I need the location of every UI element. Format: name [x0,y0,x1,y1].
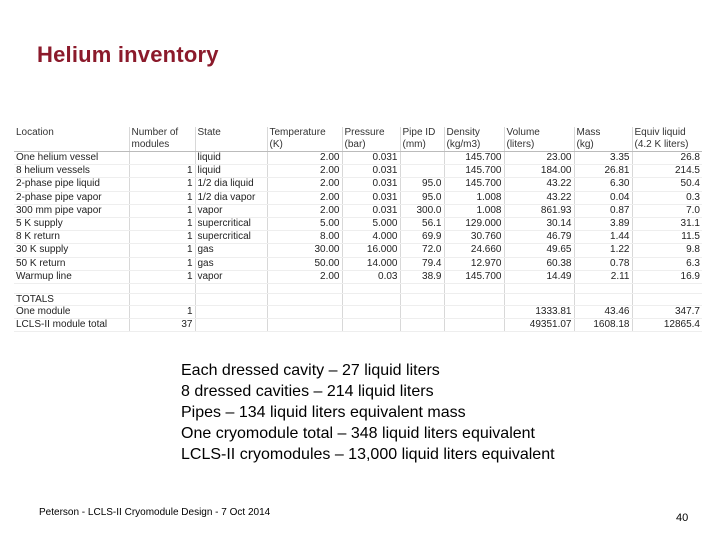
table-cell: 79.4 [400,257,444,270]
table-row [14,204,702,217]
table-cell: 0.3 [632,191,702,204]
table-cell: 214.5 [632,165,702,178]
table-cell: 1 [129,204,195,217]
table-cell: 2.00 [267,152,342,165]
table-cell: 46.79 [504,231,574,244]
table-cell [267,284,342,294]
table-cell: 0.031 [342,152,400,165]
table-cell: 2-phase pipe liquid [14,178,129,191]
table-cell: 9.8 [632,244,702,257]
table-cell: 0.87 [574,204,632,217]
table-cell: Number of [129,127,195,139]
table-row [14,231,702,244]
table-cell: 37 [129,319,195,332]
table-cell [400,294,444,306]
table-row [14,270,702,283]
table-cell [195,319,267,332]
table-cell: 6.30 [574,178,632,191]
table-cell: 0.031 [342,204,400,217]
table-cell [574,294,632,306]
table-cell [267,294,342,306]
summary-line-cryomodule: One cryomodule total – 348 liquid liters equivalent [181,425,535,442]
table-cell: 30.760 [444,231,504,244]
table-cell: 95.0 [400,178,444,191]
table-cell [444,319,504,332]
table-cell [195,139,267,152]
totals-row [14,319,702,332]
table-cell [342,306,400,319]
table-cell: 8.00 [267,231,342,244]
table-cell [342,294,400,306]
table-cell: Mass [574,127,632,139]
table-cell: 0.04 [574,191,632,204]
table-cell: 8 helium vessels [14,165,129,178]
table-cell: (bar) [342,139,400,152]
table-cell: gas [195,244,267,257]
table-cell: 861.93 [504,204,574,217]
table-cell: 1 [129,178,195,191]
totals-label: TOTALS [14,294,129,306]
table-cell: 5 K supply [14,218,129,231]
table-cell [129,284,195,294]
table-cell: Location [14,127,129,139]
table-cell: vapor [195,270,267,283]
table-cell: One module [14,306,129,319]
table-cell: 1/2 dia liquid [195,178,267,191]
table-cell: (K) [267,139,342,152]
table-cell [14,284,129,294]
table-cell: 1 [129,191,195,204]
slide-title: Helium inventory [37,42,219,67]
table-cell: 43.22 [504,178,574,191]
table-cell: 14.49 [504,270,574,283]
table-cell: 43.46 [574,306,632,319]
table-cell: 300.0 [400,204,444,217]
table-cell: 145.700 [444,165,504,178]
table-cell: 50.4 [632,178,702,191]
table-cell: 30.14 [504,218,574,231]
table-cell [444,294,504,306]
table-cell: 0.031 [342,178,400,191]
table-cell: 1608.18 [574,319,632,332]
table-cell: 300 mm pipe vapor [14,204,129,217]
totals-header-row [14,294,702,306]
table-cell: 1.008 [444,191,504,204]
table-cell: liquid [195,165,267,178]
summary-text [181,360,555,465]
table-cell: 2-phase pipe vapor [14,191,129,204]
table-cell: 49351.07 [504,319,574,332]
table-cell: 1/2 dia vapor [195,191,267,204]
inventory-table [14,127,702,332]
table-cell [400,306,444,319]
table-cell: Density [444,127,504,139]
table-cell: 72.0 [400,244,444,257]
table-cell: 7.0 [632,204,702,217]
table-cell: Temperature [267,127,342,139]
table-cell: 2.00 [267,178,342,191]
table-cell: Pressure [342,127,400,139]
table-cell: 30.00 [267,244,342,257]
table-cell: gas [195,257,267,270]
table-cell: 2.11 [574,270,632,283]
table-cell: 1.22 [574,244,632,257]
table-cell: 49.65 [504,244,574,257]
table-cell: 2.00 [267,204,342,217]
table-cell: State [195,127,267,139]
table-cell: 1 [129,165,195,178]
table-cell: 60.38 [504,257,574,270]
table-cell: (kg/m3) [444,139,504,152]
table-cell: 4.000 [342,231,400,244]
table-cell: 24.660 [444,244,504,257]
table-spacer-row [14,284,702,294]
table-cell: Warmup line [14,270,129,283]
table-cell [504,284,574,294]
summary-line-pipes: Pipes – 134 liquid liters equivalent mass [181,404,466,421]
table-cell: Pipe ID [400,127,444,139]
table-cell: 1 [129,231,195,244]
table-cell: 1.44 [574,231,632,244]
table-row [14,218,702,231]
table-cell: 1 [129,270,195,283]
summary-line-cavities: 8 dressed cavities – 214 liquid liters [181,383,434,400]
table-cell: 1 [129,257,195,270]
table-cell: 31.1 [632,218,702,231]
table-cell: 0.031 [342,191,400,204]
table-cell: 95.0 [400,191,444,204]
table-cell: 145.700 [444,270,504,283]
table-cell [632,284,702,294]
table-cell: 50 K return [14,257,129,270]
table-cell: One helium vessel [14,152,129,165]
table-cell: 5.000 [342,218,400,231]
table-cell: 1333.81 [504,306,574,319]
table-cell [195,284,267,294]
table-cell: 1 [129,244,195,257]
slide-footer: Peterson - LCLS-II Cryomodule Design - 7 Oct 2014 [39,507,271,518]
table-cell: 12865.4 [632,319,702,332]
table-cell: 6.3 [632,257,702,270]
table-cell: 1 [129,218,195,231]
table-cell [400,284,444,294]
table-cell: 0.031 [342,165,400,178]
table-cell: (mm) [400,139,444,152]
table-header-row [14,139,702,152]
summary-line-cavity: Each dressed cavity – 27 liquid liters [181,362,440,379]
table-cell: 50.00 [267,257,342,270]
table-row [14,257,702,270]
table-cell [195,306,267,319]
table-cell [14,139,129,152]
table-cell [574,284,632,294]
table-cell: 30 K supply [14,244,129,257]
table-cell: (liters) [504,139,574,152]
table-cell [267,306,342,319]
table-cell: modules [129,139,195,152]
table-cell: vapor [195,204,267,217]
table-cell: 145.700 [444,152,504,165]
table-cell: 14.000 [342,257,400,270]
table-cell: 1.008 [444,204,504,217]
table-cell: liquid [195,152,267,165]
table-row [14,244,702,257]
table-cell: 0.03 [342,270,400,283]
table-cell: Volume [504,127,574,139]
table-cell [444,306,504,319]
table-cell: Equiv liquid [634,127,686,138]
table-cell [400,319,444,332]
table-row [14,191,702,204]
table-cell [342,284,400,294]
table-cell: 184.00 [504,165,574,178]
table-cell [129,294,195,306]
page-number: 40 [676,512,689,524]
table-cell: 16.9 [632,270,702,283]
table-cell: 3.35 [574,152,632,165]
table-cell: supercritical [195,218,267,231]
table-cell: 5.00 [267,218,342,231]
table-cell: 347.7 [632,306,702,319]
table-cell: 43.22 [504,191,574,204]
table-cell: 1 [129,306,195,319]
table-cell: 69.9 [400,231,444,244]
table-cell [504,294,574,306]
table-cell: 12.970 [444,257,504,270]
helium-inventory-table [14,127,702,332]
table-cell: 26.81 [574,165,632,178]
table-row [14,165,702,178]
table-cell: supercritical [195,231,267,244]
table-cell: 38.9 [400,270,444,283]
table-cell: 2.00 [267,191,342,204]
table-cell [195,294,267,306]
table-cell: 11.5 [632,231,702,244]
table-cell [342,319,400,332]
table-cell: 3.89 [574,218,632,231]
table-cell [400,165,444,178]
table-cell: 8 K return [14,231,129,244]
table-cell [400,152,444,165]
table-cell: 23.00 [504,152,574,165]
table-cell: 145.700 [444,178,504,191]
table-cell [267,319,342,332]
table-cell: 16.000 [342,244,400,257]
table-cell: 26.8 [632,152,702,165]
table-cell [444,284,504,294]
table-cell: 2.00 [267,165,342,178]
summary-line-total: LCLS-II cryomodules – 13,000 liquid liters equivalent [181,446,555,463]
table-cell: 129.000 [444,218,504,231]
totals-row [14,306,702,319]
table-row [14,152,702,165]
table-cell: (4.2 K liters) [632,139,702,152]
table-cell: (kg) [574,139,632,152]
table-cell: 56.1 [400,218,444,231]
table-header-row [14,127,702,139]
table-cell: 0.78 [574,257,632,270]
table-cell [129,152,195,165]
table-cell: LCLS-II module total [14,319,129,332]
table-row [14,178,702,191]
table-cell [632,294,702,306]
table-cell: 2.00 [267,270,342,283]
